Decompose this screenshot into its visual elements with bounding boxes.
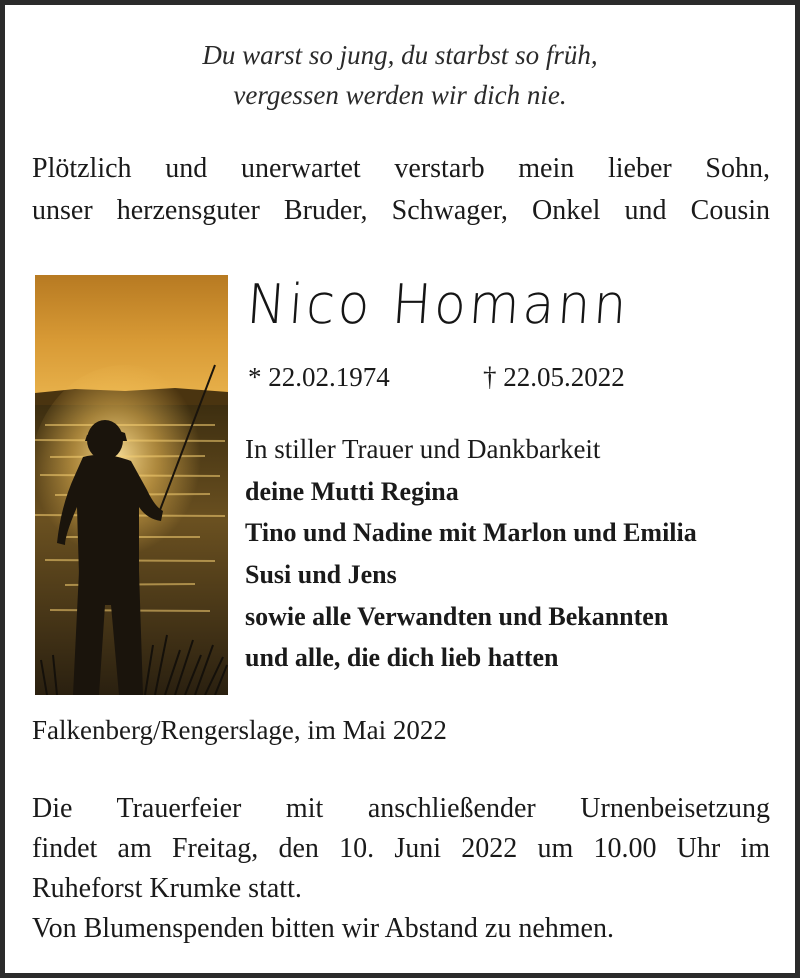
intro-line-2: unser herzensguter Bruder, Schwager, Onkel und Cousin <box>32 195 770 226</box>
deceased-name: Nico Homann <box>244 273 632 337</box>
mourner-line: Susi und Jens <box>245 560 397 589</box>
place-and-date: Falkenberg/Rengerslage, im Mai 2022 <box>32 715 447 745</box>
funeral-info-line-3: Ruheforst Krumke statt. <box>32 873 302 904</box>
verse-line-2: vergessen werden wir dich nie. <box>233 80 567 110</box>
birth-date: * 22.02.1974 <box>248 362 390 392</box>
funeral-info-line-1: Die Trauerfeier mit anschließender Urnenbeisetzung <box>32 793 770 824</box>
death-date: † 22.05.2022 <box>483 362 625 392</box>
verse-line-1: Du warst so jung, du starbst so früh, <box>202 40 598 70</box>
flower-request-line: Von Blumenspenden bitten wir Abstand zu nehmen. <box>32 913 614 944</box>
funeral-info-line-2: findet am Freitag, den 10. Juni 2022 um 10.00 Uhr im <box>32 833 770 864</box>
intro-line-1: Plötzlich und unerwartet verstarb mein lieber Sohn, <box>32 153 770 184</box>
mourner-line: deine Mutti Regina <box>245 477 459 506</box>
mourners-intro: In stiller Trauer und Dankbarkeit <box>245 434 601 464</box>
mourner-line: Tino und Nadine mit Marlon und Emilia <box>245 518 697 547</box>
mourner-line: sowie alle Verwandten und Bekannten <box>245 602 669 631</box>
mourner-line: und alle, die dich lieb hatten <box>245 643 559 672</box>
memorial-photo-angler-at-sunset <box>35 275 228 695</box>
